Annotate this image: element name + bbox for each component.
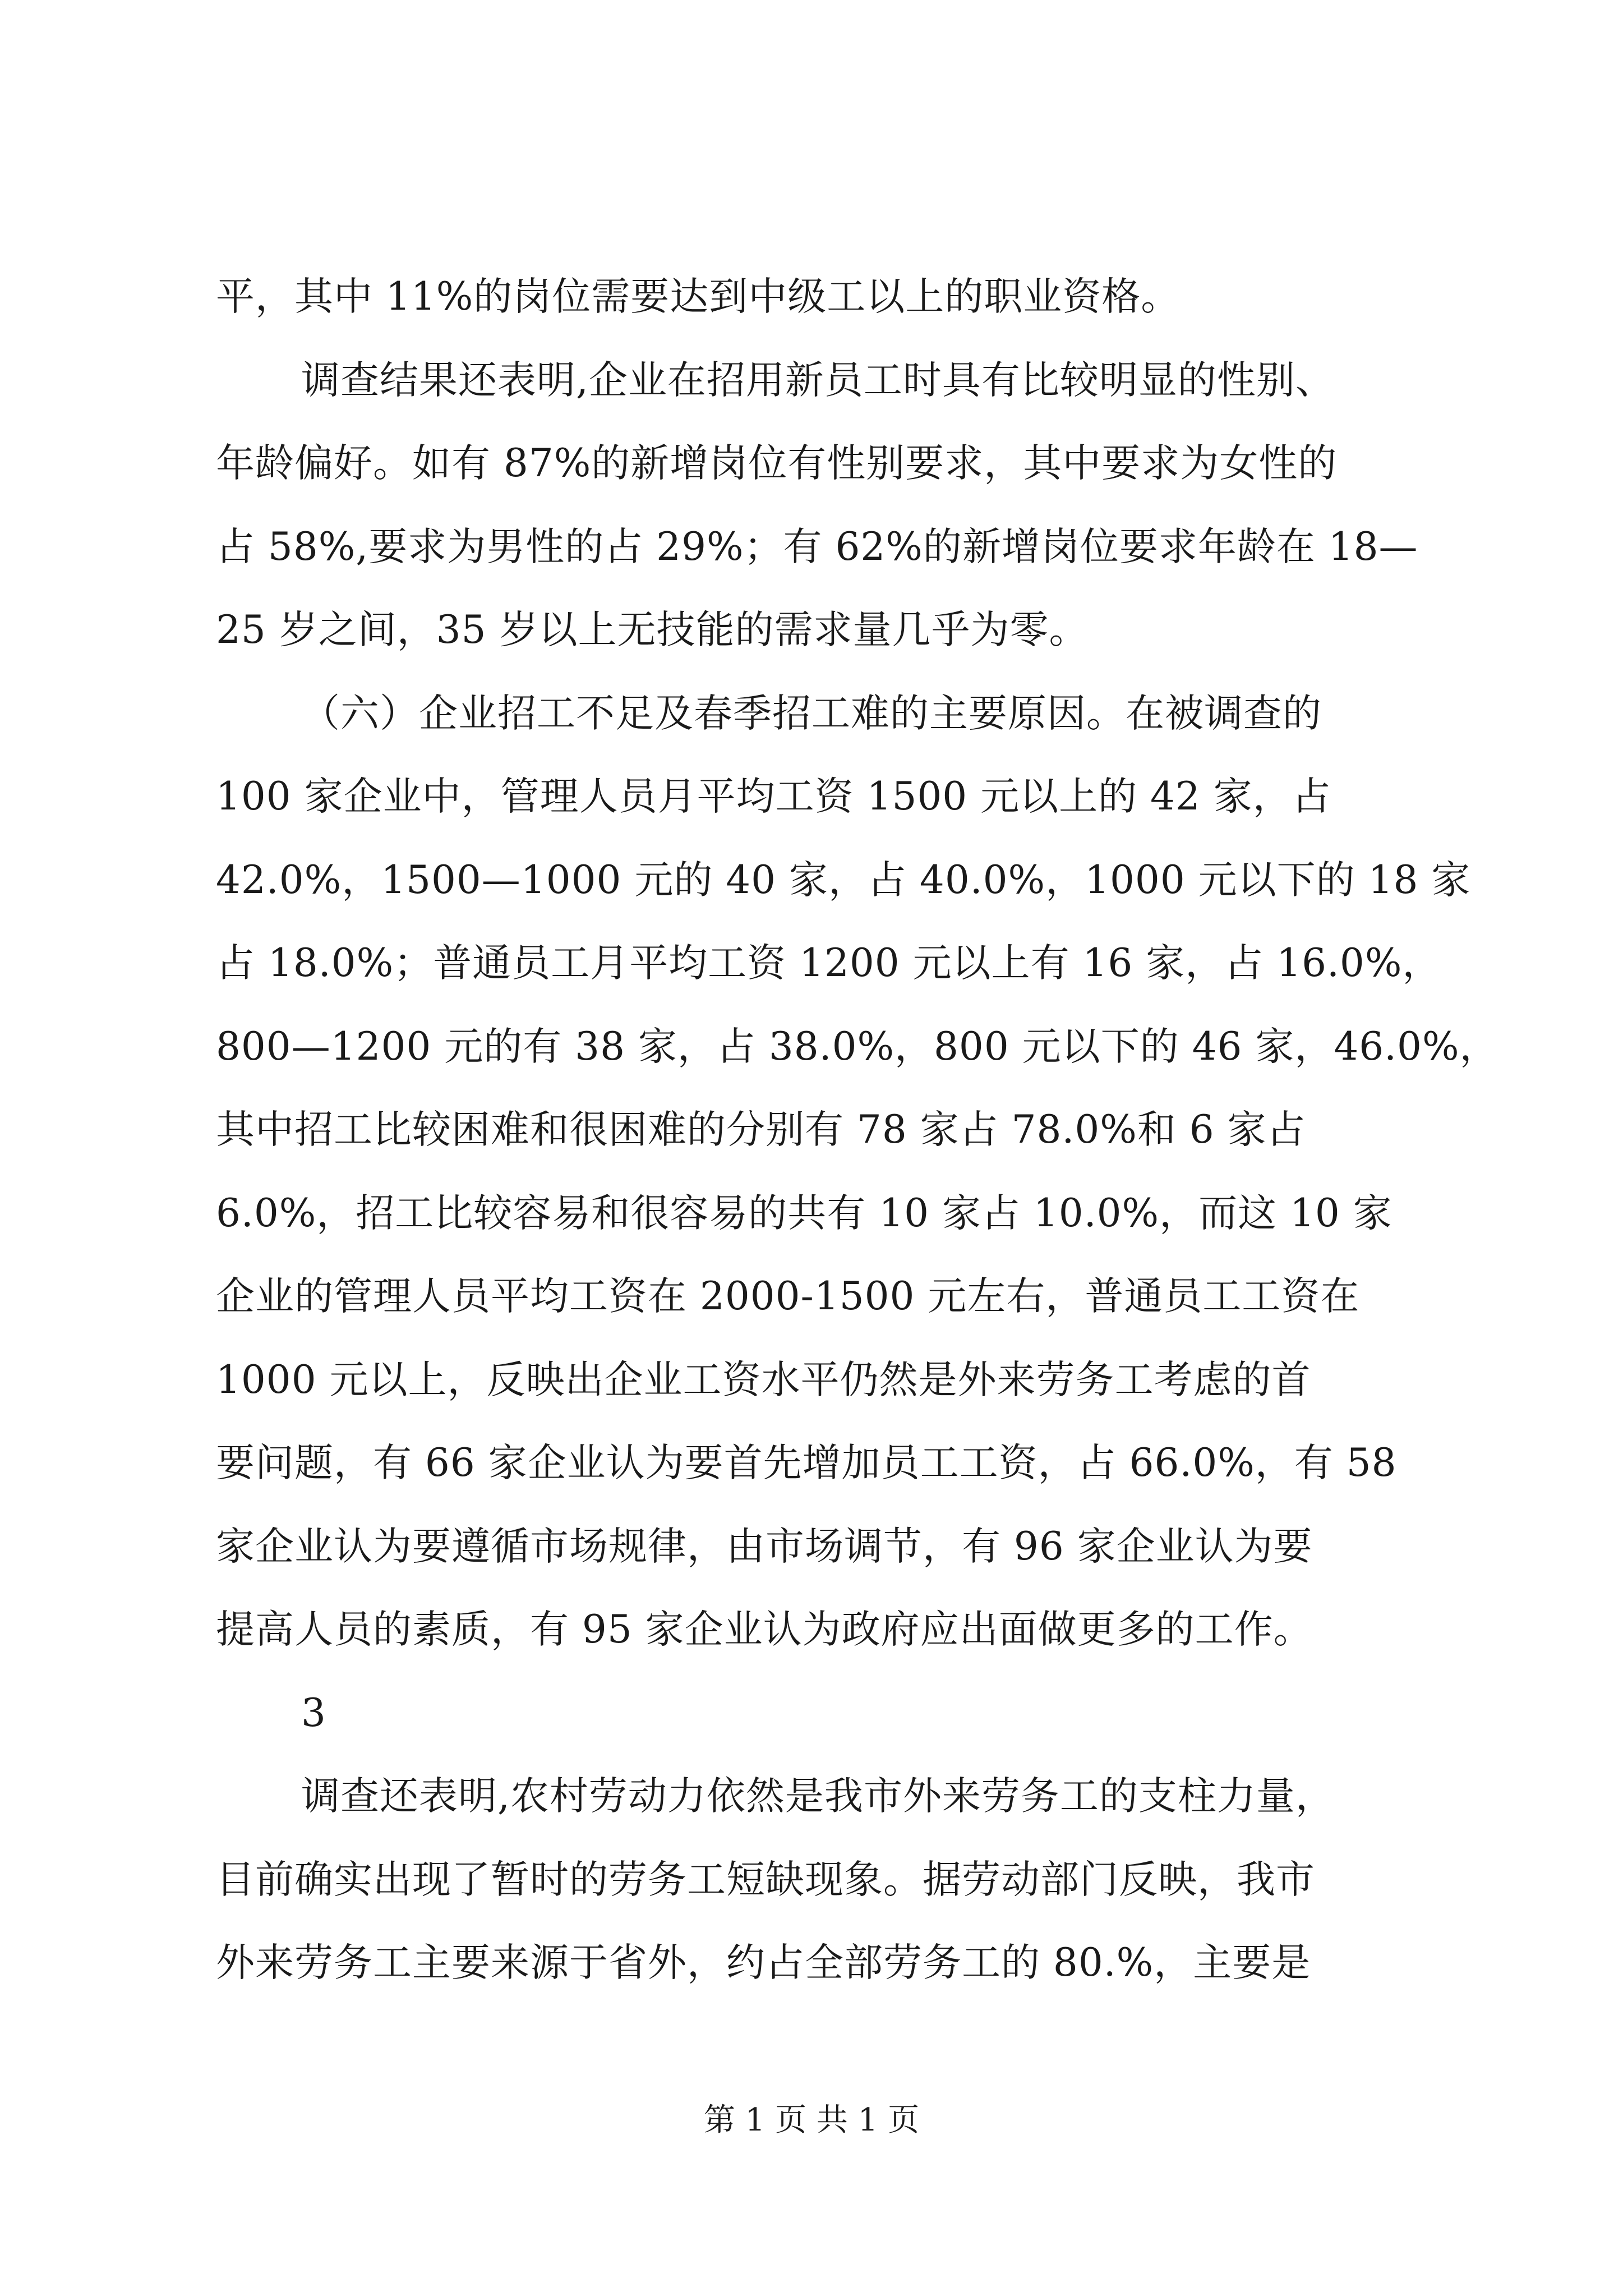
- text-line: 800—1200 元的有 38 家，占 38.0%，800 元以下的 46 家，46.0%，: [216, 1024, 1499, 1069]
- page-footer: [0, 2101, 1623, 2140]
- text-line: 调查还表明,农村劳动力依然是我市外来劳务工的支柱力量，: [301, 1774, 1335, 1819]
- text-line: 目前确实出现了暂时的劳务工短缺现象。据劳动部门反映，我市: [216, 1857, 1315, 1902]
- text-line: 提高人员的素质，有 95 家企业认为政府应出面做更多的工作。: [216, 1607, 1313, 1652]
- text-line: 年龄偏好。如有 87%的新增岗位有性别要求，其中要求为女性的: [216, 441, 1338, 486]
- section-number: 3: [301, 1690, 326, 1736]
- text-line: 平，其中 11%的岗位需要达到中级工以上的职业资格。: [216, 274, 1181, 319]
- text-line: 100 家企业中，管理人员月平均工资 1500 元以上的 42 家，占: [216, 774, 1331, 819]
- text-line: （六）企业招工不足及春季招工难的主要原因。在被调查的: [301, 691, 1322, 736]
- page-number-label: 第 1 页 共 1 页: [703, 2102, 920, 2138]
- text-line: 要问题，有 66 家企业认为要首先增加员工工资，占 66.0%，有 58: [216, 1441, 1397, 1485]
- text-line: 其中招工比较困难和很困难的分别有 78 家占 78.0%和 6 家占: [216, 1107, 1306, 1152]
- text-line: 调查结果还表明,企业在招用新员工时具有比较明显的性别、: [301, 357, 1335, 403]
- text-line: 家企业认为要遵循市场规律，由市场调节，有 96 家企业认为要: [216, 1524, 1313, 1569]
- text-line: 1000 元以上，反映出企业工资水平仍然是外来劳务工考虑的首: [216, 1357, 1311, 1402]
- text-line: 25 岁之间，35 岁以上无技能的需求量几乎为零。: [216, 608, 1089, 652]
- text-line: 6.0%，招工比较容易和很容易的共有 10 家占 10.0%，而这 10 家: [216, 1190, 1393, 1236]
- text-line: 企业的管理人员平均工资在 2000-1500 元左右，普通员工工资在: [216, 1274, 1360, 1319]
- text-line: 42.0%，1500—1000 元的 40 家，占 40.0%，1000 元以下的 18 家: [216, 857, 1471, 903]
- text-line: 占 58%,要求为男性的占 29%；有 62%的新增岗位要求年龄在 18—: [216, 524, 1418, 569]
- document-body: [216, 255, 1499, 2005]
- text-line: 外来劳务工主要来源于省外，约占全部劳务工的 80.%，主要是: [216, 1940, 1311, 1985]
- text-line: 占 18.0%；普通员工月平均工资 1200 元以上有 16 家，占 16.0%，: [216, 941, 1442, 986]
